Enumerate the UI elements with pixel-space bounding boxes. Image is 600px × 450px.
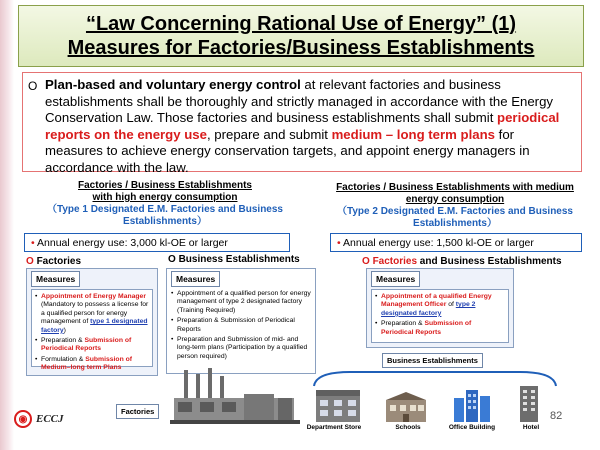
factory-illustration (170, 368, 300, 426)
intro-red-text-2: medium – long term plans (331, 126, 495, 142)
type1-heading-subtitle: （Type 1 Designated E.M. Factories and Business Establishments） (47, 204, 283, 227)
department-store-label: Department Store (306, 424, 362, 431)
type1-factories-panel (26, 268, 158, 376)
eccj-logo-text: ECCJ (36, 413, 64, 425)
department-store-illustration (314, 388, 362, 422)
type2-heading-line1: Factories / Business Establishments with medium (336, 182, 574, 193)
type2-list (375, 293, 505, 337)
intro-bold-text: Plan-based and voluntary energy control (45, 77, 301, 92)
type1-business-title (168, 254, 300, 265)
left-decorative-band (0, 0, 14, 450)
type1-business-measures-tag: Measures (171, 271, 220, 287)
page-number: 82 (550, 410, 563, 422)
intro-text-3: for measures to achieve energy conservation targets, and appoint energy managers in accordance with the law. (45, 126, 530, 175)
type2-usage-box (330, 233, 582, 252)
type1-factories-list-box (31, 289, 153, 372)
type2-heading-subtitle: （Type 2 Designated E.M. Factories and Business Establishments） (337, 206, 573, 229)
type1-usage-box (24, 233, 290, 252)
type1-heading-line1: Factories / Business Establishments (78, 180, 252, 191)
eccj-logo (14, 410, 64, 428)
type1-factories-list (35, 293, 149, 373)
eccj-logo-icon: ◉ (14, 410, 32, 428)
type2-usage-text: Annual energy use: 1,500 kl-OE or larger (343, 237, 534, 249)
factories-label: Factories (116, 404, 159, 419)
title-line-2: Measures for Factories/Business Establishments (67, 37, 535, 59)
type2-list-box (371, 289, 509, 343)
type2-panel (366, 268, 514, 348)
office-building-label: Office Building (448, 424, 496, 431)
list-item: • Preparation & Submission of Periodical Reports (35, 337, 149, 354)
type2-measures-tag: Measures (371, 271, 420, 287)
list-item: • Preparation and Submission of mid- and long-term plans (Participation by a qualified person required) (171, 336, 311, 361)
type1-factories-title-text: Factories (36, 256, 82, 267)
type1-heading (40, 180, 290, 228)
type2-title-red: Factories (372, 256, 418, 267)
ring-bullet-icon: O (26, 256, 34, 267)
list-item: • Preparation & Submission of Periodical Reports (375, 320, 505, 337)
hotel-label: Hotel (522, 424, 540, 431)
list-item: • Formulation & Submission of Medium–long term Plans (35, 356, 149, 373)
type1-heading-line2: with high energy consumption (92, 192, 238, 203)
intro-box (22, 72, 582, 175)
business-establishments-label: Business Establishments (382, 353, 483, 368)
list-item: • Appointment of a qualified person for energy management of type 2 designated factory (Training Required) (171, 290, 311, 315)
type1-business-panel (166, 268, 316, 374)
type1-business-title-text: Business Establishments (178, 254, 300, 265)
type2-heading-line2: energy consumption (405, 194, 505, 205)
type1-usage-bullet-icon: • (31, 237, 35, 249)
intro-bullet-icon: O (28, 79, 38, 93)
list-item: • Preparation & Submission of Periodical Reports (171, 317, 311, 334)
type2-section-title (362, 256, 562, 267)
title-line-1: “Law Concerning Rational Use of Energy” (1) (85, 13, 517, 35)
type1-factories-measures-tag: Measures (31, 271, 80, 287)
type1-business-list (171, 290, 311, 361)
list-item: • Appointment of Energy Manager (Mandatory to possess a license for a qualified person for energy management of type 1 designated factory) (35, 293, 149, 335)
school-illustration (384, 392, 428, 422)
intro-text-2: , prepare and submit (206, 126, 332, 142)
type1-usage-text: Annual energy use: 3,000 kl-OE or larger (37, 237, 228, 249)
list-item: • Appointment of a qualified Energy Management Officer of type 2 designated factory (375, 293, 505, 318)
title-banner (18, 5, 584, 67)
type1-factories-title (26, 256, 81, 267)
hotel-illustration (516, 384, 542, 422)
ring-bullet-icon: O (168, 254, 176, 265)
ring-bullet-icon: O (362, 256, 370, 267)
type2-usage-bullet-icon: • (337, 237, 341, 249)
schools-label: Schools (395, 424, 421, 431)
intro-red-text-1: periodical reports on the energy use (45, 110, 560, 142)
type2-title-rest: and Business Establishments (417, 256, 562, 267)
type2-heading (330, 182, 580, 230)
office-building-illustration (452, 388, 492, 422)
intro-text-1: at relevant factories and business establishments shall be thoroughly and strictly managed in accordance with the Energy Conservation Law. Those factories and business establishments shall submit (45, 77, 554, 125)
